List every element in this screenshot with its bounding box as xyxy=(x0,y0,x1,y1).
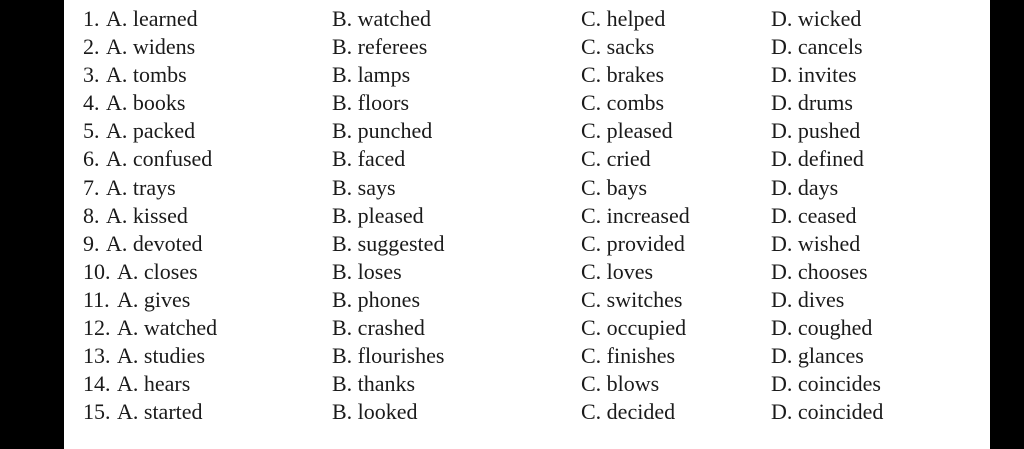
question-row xyxy=(64,202,990,230)
option-b: B. flourishes xyxy=(332,343,445,369)
option-c: C. sacks xyxy=(581,34,655,60)
option-c: C. cried xyxy=(581,146,651,172)
option-a: A. closes xyxy=(117,258,198,284)
option-d: D. defined xyxy=(771,146,864,172)
option-b: B. punched xyxy=(332,118,433,144)
question-row xyxy=(64,5,990,33)
option-a: A. learned xyxy=(106,6,198,31)
option-d: D. wicked xyxy=(771,6,862,31)
option-c: C. occupied xyxy=(581,315,687,341)
option-a: A. trays xyxy=(106,174,176,200)
question-row xyxy=(64,342,990,370)
option-a: A. gives xyxy=(117,286,191,312)
question-row xyxy=(64,230,990,258)
question-row xyxy=(64,61,990,89)
question-number: 6. xyxy=(83,146,100,172)
option-d: D. coincides xyxy=(771,371,881,397)
question-number: 7. xyxy=(83,174,100,200)
question-number: 14. xyxy=(83,371,111,397)
option-a: A. tombs xyxy=(106,62,187,88)
question-row xyxy=(64,174,990,202)
option-b: B. watched xyxy=(332,6,431,31)
question-row xyxy=(64,258,990,286)
option-c: C. decided xyxy=(581,399,676,425)
question-number: 4. xyxy=(83,90,100,116)
question-number: 9. xyxy=(83,230,100,256)
option-b: B. says xyxy=(332,174,396,200)
option-c: C. helped xyxy=(581,6,666,31)
question-row xyxy=(64,117,990,145)
option-a: A. devoted xyxy=(106,230,203,256)
option-a: A. started xyxy=(117,399,203,425)
question-row xyxy=(64,286,990,314)
option-c: C. blows xyxy=(581,371,660,397)
option-d: D. days xyxy=(771,174,839,200)
question-row xyxy=(64,145,990,173)
question-row xyxy=(64,314,990,342)
option-a: A. watched xyxy=(117,315,218,341)
question-number: 5. xyxy=(83,118,100,144)
option-d: D. chooses xyxy=(771,258,868,284)
question-row xyxy=(64,33,990,61)
option-d: D. coughed xyxy=(771,315,873,341)
option-b: B. crashed xyxy=(332,315,425,341)
option-a: A. hears xyxy=(117,371,191,397)
option-b: B. pleased xyxy=(332,202,424,228)
question-number: 13. xyxy=(83,343,111,369)
question-row xyxy=(64,398,990,426)
question-number: 1. xyxy=(83,6,100,31)
option-d: D. wished xyxy=(771,230,861,256)
question-row xyxy=(64,370,990,398)
option-a: A. widens xyxy=(106,34,196,60)
option-b: B. floors xyxy=(332,90,409,116)
option-c: C. switches xyxy=(581,286,683,312)
worksheet-page xyxy=(64,0,990,449)
option-a: A. books xyxy=(106,90,186,116)
option-b: B. faced xyxy=(332,146,406,172)
option-c: C. finishes xyxy=(581,343,676,369)
question-number: 10. xyxy=(83,258,111,284)
option-c: C. pleased xyxy=(581,118,673,144)
question-number: 2. xyxy=(83,34,100,60)
option-d: D. ceased xyxy=(771,202,857,228)
option-c: C. provided xyxy=(581,230,685,256)
question-number: 11. xyxy=(83,286,110,312)
option-b: B. lamps xyxy=(332,62,411,88)
option-c: C. loves xyxy=(581,258,654,284)
option-d: D. drums xyxy=(771,90,853,116)
option-b: B. phones xyxy=(332,286,420,312)
question-number: 15. xyxy=(83,399,111,425)
question-number: 12. xyxy=(83,315,111,341)
option-c: C. bays xyxy=(581,174,647,200)
option-a: A. kissed xyxy=(106,202,188,228)
question-list xyxy=(64,5,990,426)
option-c: C. combs xyxy=(581,90,665,116)
question-row xyxy=(64,89,990,117)
option-d: D. pushed xyxy=(771,118,861,144)
option-d: D. cancels xyxy=(771,34,863,60)
option-b: B. thanks xyxy=(332,371,416,397)
option-b: B. looked xyxy=(332,399,418,425)
option-a: A. studies xyxy=(117,343,205,369)
option-b: B. loses xyxy=(332,258,402,284)
option-b: B. suggested xyxy=(332,230,445,256)
option-a: A. confused xyxy=(106,146,213,172)
option-d: D. invites xyxy=(771,62,857,88)
option-c: C. increased xyxy=(581,202,690,228)
option-d: D. dives xyxy=(771,286,845,312)
option-a: A. packed xyxy=(106,118,196,144)
question-number: 8. xyxy=(83,202,100,228)
option-d: D. coincided xyxy=(771,399,884,425)
option-c: C. brakes xyxy=(581,62,665,88)
option-b: B. referees xyxy=(332,34,428,60)
question-number: 3. xyxy=(83,62,100,88)
option-d: D. glances xyxy=(771,343,864,369)
